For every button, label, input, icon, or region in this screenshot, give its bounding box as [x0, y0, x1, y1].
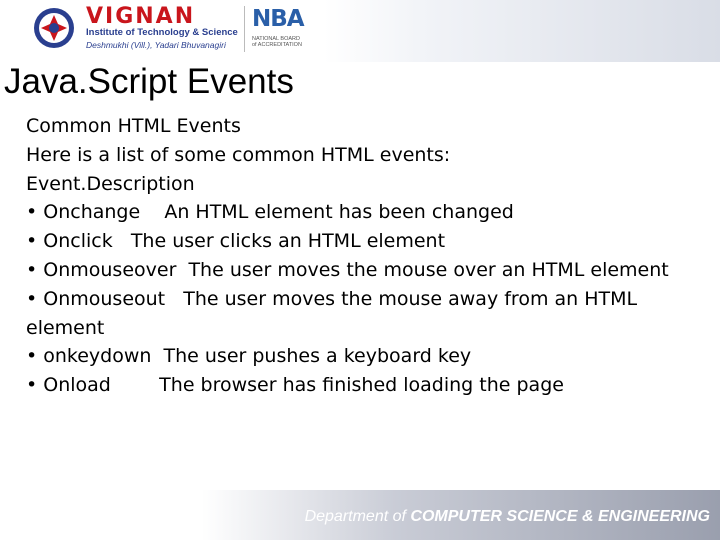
nba-subtitle-line1: NATIONAL BOARD [252, 36, 300, 42]
body-line: • Onchange An HTML element has been changed [26, 201, 514, 224]
institute-subtitle: Institute of Technology & Science [86, 27, 238, 38]
footer-prefix: Department of [304, 508, 411, 525]
nba-letters: NBA [252, 6, 304, 32]
institute-name: VIGNAN [86, 4, 196, 29]
nba-logo [250, 6, 312, 56]
body-line: • Onmouseover The user moves the mouse over an HTML element [26, 258, 669, 281]
vignan-wordmark [86, 4, 242, 54]
body-line: • Onload The browser has finished loading the page [26, 374, 564, 397]
nba-subtitle [252, 36, 312, 48]
body-line: Common HTML Events [26, 115, 241, 137]
body-line: element [26, 316, 105, 339]
logo-divider [244, 6, 245, 52]
slide-title: Java.Script Events [4, 62, 294, 101]
body-line: Event.Description [26, 172, 195, 195]
body-line: • Onmouseout The user moves the mouse away from an HTML [26, 287, 638, 310]
nba-subtitle-line2: of ACCREDITATION [252, 42, 302, 48]
body-line: • Onclick The user clicks an HTML element [26, 230, 446, 253]
institute-address: Deshmukhi (Vill.), Yadari Bhuvanagiri [86, 40, 226, 50]
vignan-emblem-icon [32, 6, 76, 50]
footer-department-name: COMPUTER SCIENCE & ENGINEERING [410, 508, 710, 525]
body-line: Here is a list of some common HTML events: [26, 143, 451, 166]
slide-body [26, 112, 706, 400]
footer-department [305, 508, 710, 526]
body-line: • onkeydown The user pushes a keyboard key [26, 345, 472, 368]
